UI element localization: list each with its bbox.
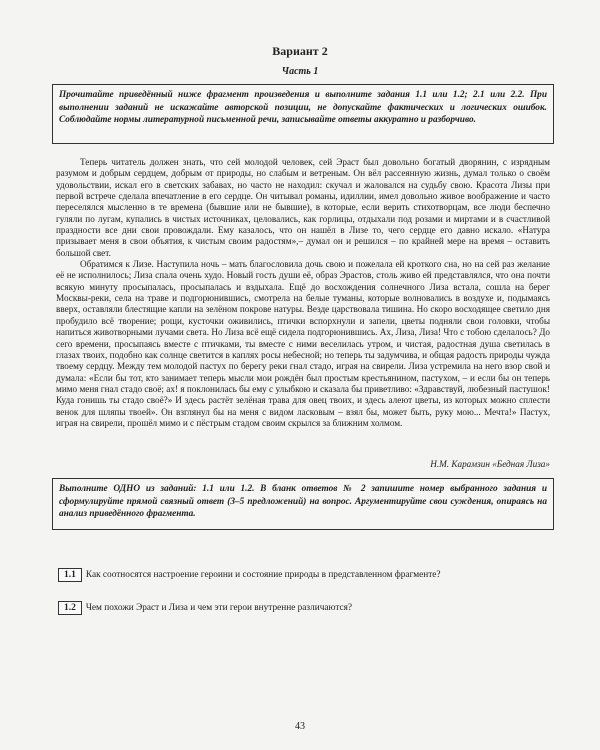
literary-excerpt <box>56 157 550 429</box>
question-1-1 <box>58 568 441 582</box>
instruction-box-2 <box>52 478 554 530</box>
instruction-box-1 <box>52 84 554 144</box>
instruction-text-2: Выполните ОДНО из заданий: 1.1 или 1.2. В бланк ответов № 2 запишите номер выбранного задания и сформулируйте прямой связный ответ (3–5 предложений) на вопрос. Аргументируйте свои суждения, опираясь на анализ приведённого фрагмента. <box>59 484 547 519</box>
question-1-2 <box>58 601 352 615</box>
excerpt-paragraph-2: Обратимся к Лизе. Наступила ночь – мать благословила дочь свою и пожелала ей кроткого сна, но на сей раз желание её не исполнилось; Лиза спала очень худо. Новый гость души её, образ Эрастов, столь живо ей представлялся, что она почти всякую минуту просыпалась, просыпалась и вздыхала. Ещё до восхождения солнечного Лиза встала, сошла на берег Москвы-реки, села на траве и подгорюнившись, смотрела на белые туманы, которые волновались в воздухе и, подымаясь вверх, оставляли блестящие капли на зелёном покрове натуры. Везде царствовала тишина. Но скоро восходящее светило дня пробудило всё творение; рощи, кусточки оживились, птички вспорхнули и запели, цветы подняли свои головки, чтобы напиться животворными лучами света. Но Лиза всё ещё сидела подгорюнившись. Ах, Лиза, Лиза! Что с тобою сделалось? До сего времени, просыпаясь вместе с птичками, ты вместе с ними веселилась утром, и чистая, радостная душа светилась в глазах твоих, подобно как солнце светится в каплях росы небесной; но теперь ты задумчива, и общая радость природы чужда твоему сердцу. Между тем молодой пастух по берегу реки гнал стадо, играя на свирели. Лиза устремила на него взор свой и думала: «Если бы тот, кто занимает теперь мысли мои рождён был простым крестьянином, пастухом, – и если бы он теперь мимо меня гнал стадо своё; ах! я поклонилась бы ему с улыбкою и сказала бы приветливо: «Здравствуй, любезный пастушок! Куда гонишь ты стадо своё?» И здесь растёт зелёная трава для овец твоих, и здесь алеют цветы, из которых можно сплести венок для шляпы твоей». Он взглянул бы на меня с видом ласковым – взял бы, может быть, руку мою... Мечта!» Пастух, играя на свирели, прошёл мимо и с пёстрым стадом своим скрылся за ближним холмом. <box>56 259 550 428</box>
instruction-text-1: Прочитайте приведённый ниже фрагмент произведения и выполните задания 1.1 или 1.2; 2.1 или 2.2. При выполнении заданий не искажайте авторской позиции, не допускайте фактических и логических ошибок. Соблюдайте нормы литературной письменной речи, записывайте ответы аккуратно и разборчиво. <box>59 90 547 125</box>
excerpt-paragraph-1: Теперь читатель должен знать, что сей молодой человек, сей Эраст был довольно богатый дворянин, с изрядным разумом и добрым сердцем, добрым от природы, но слабым и ветреным. Он вёл рассеянную жизнь, думал только о своём удовольствии, искал его в светских забавах, но часто не находил: скучал и жаловался на судьбу свою. Красота Лизы при первой встрече сделала впечатление в его сердце. Он читывал романы, идиллии, имел довольно живое воображение и часто переселялся мысленно в те времена (бывшие или не бывшие), в которые, если верить стихотворцам, все люди беспечно гуляли по лугам, купались в чистых источниках, целовались, как горлицы, отдыхали под розами и миртами и в счастливой праздности все дни свои провождали. Ему казалось, что он нашёл в Лизе то, чего сердце его давно искало. «Натура призывает меня в свои объятия, к чистым своим радостям»,– думал он и решился – по крайней мере на время – оставить большой свет. <box>56 157 550 258</box>
page-number: 43 <box>295 721 305 732</box>
part-title: Часть 1 <box>281 66 319 77</box>
question-text: Чем похожи Эраст и Лиза и чем эти герои внутренне различаются? <box>85 603 353 613</box>
question-text: Как соотносятся настроение героини и состояние природы в представленном фрагменте? <box>85 570 441 580</box>
variant-title: Вариант 2 <box>272 44 328 58</box>
excerpt-author: Н.М. Карамзин «Бедная Лиза» <box>430 459 550 469</box>
question-number-badge: 1.2 <box>58 601 82 615</box>
question-number-badge: 1.1 <box>58 568 82 582</box>
